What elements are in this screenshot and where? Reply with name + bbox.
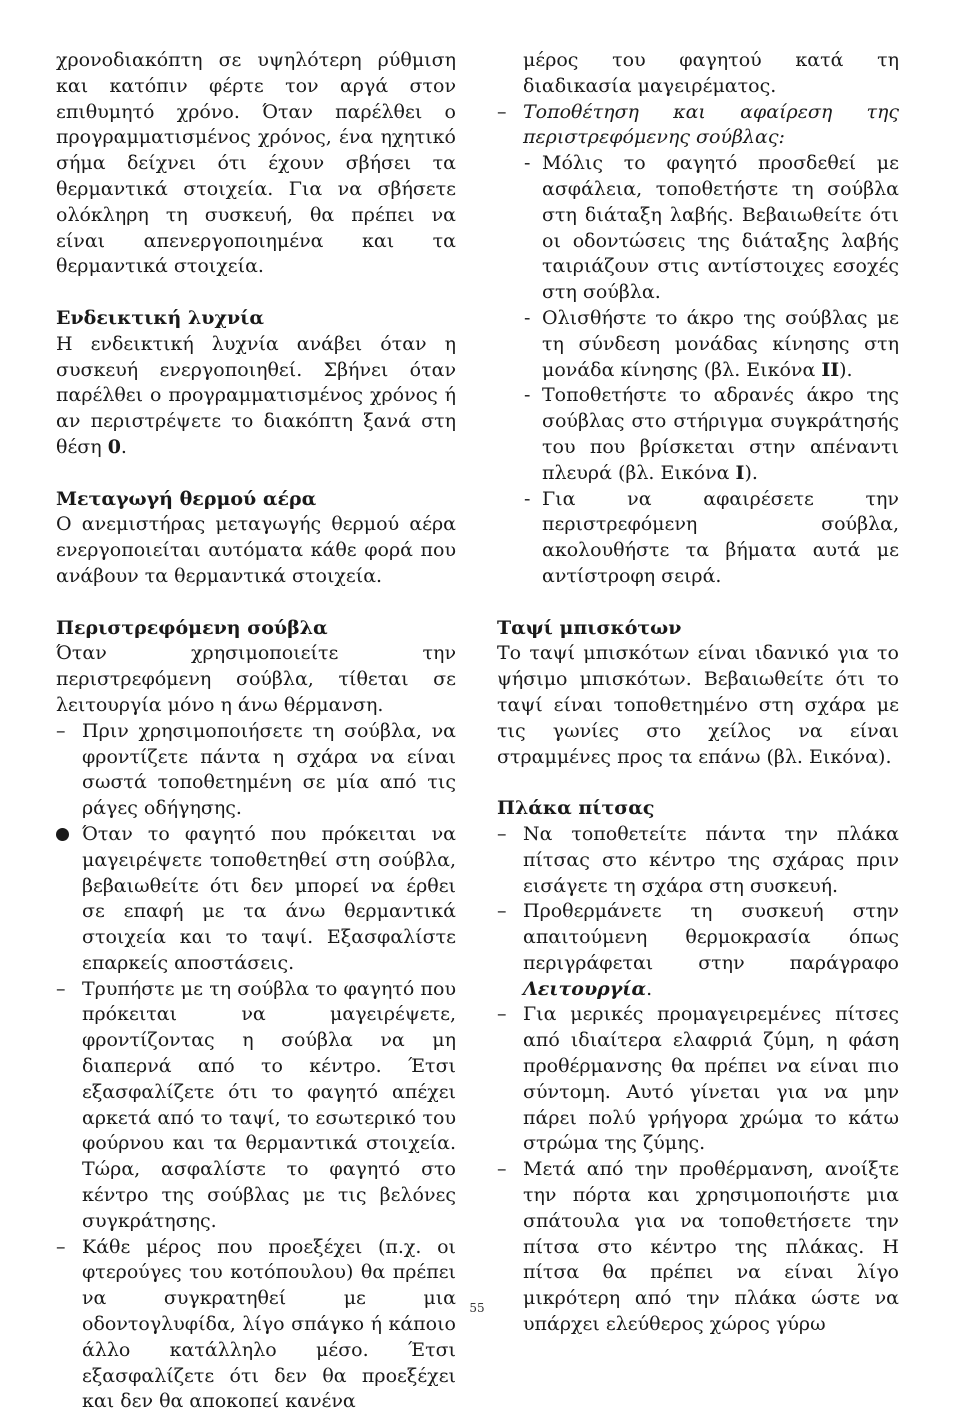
convection-heading: Μεταγωγή θερμού αέρα (56, 487, 317, 510)
dash-marker: – (56, 977, 66, 1000)
bullet-dot-icon (56, 828, 69, 841)
indicator-paragraph: Η ενδεικτική λυχνία ανάβει όταν η συσκευή ενεργοποιηθεί. Σβήνει όταν παρέλθει ο προγραμματισμένος χρόνος ή αν περιστρέψετε το διακόπτη ξανά στη θέση 0. (56, 332, 456, 458)
dash-marker: – (56, 719, 66, 742)
page-number: 55 (469, 1301, 485, 1315)
baking-tray-paragraph: Το ταψί μπισκότων είναι ιδανικό για το ψήσιμο μπισκότων. Βεβαιωθείτε ότι το ταψί είναι τοποθετημένο στη σχάρα με τις γωνίες στο χείλος να είναι στραμμένες προς τα επάνω (βλ. Εικόνα). (497, 642, 899, 768)
baking-tray-heading: Ταψί μπισκότων (497, 616, 682, 639)
list-item: – Να τοποθετείτε πάντα την πλάκα πίτσας στο κέντρο της σχάρας πριν εισάγετε τη σχάρα στη συσκευή. (497, 822, 899, 897)
rotisserie-paragraph: Όταν χρησιμοποιείτε την περιστρεφόμενη σούβλα, τίθεται σε λειτουργία μόνο η άνω θέρμανση. (56, 642, 456, 716)
sub-list-item: - Τοποθετήστε το αδρανές άκρο της σούβλας στο στήριγμα συγκράτησής του που βρίσκεται στην απέναντι πλευρά (βλ. Εικόνα I). (524, 384, 899, 484)
dash-marker: – (497, 900, 507, 923)
pizza-heading: Πλάκα πίτσας (497, 797, 655, 820)
list-item: – Κάθε μέρος που προεξέχει (π.χ. οι φτερούγες του κοτόπουλου) θα πρέπει να συγκρατηθεί με μια οδοντογλυφίδα, λίγο σπάγκο ή κάποιο άλλο κατάλληλο μέσο. Έτσι εξασφαλίζετε ότι δεν θα προεξέχει και δεν θα αποκοπεί κανένα (56, 1235, 456, 1413)
convection-paragraph: Ο ανεμιστήρας μεταγωγής θερμού αέρα ενεργοποιείται αυτόματα κάθε φορά που ανάβουν τα θερμαντικά στοιχεία. (56, 513, 456, 587)
rotisserie-heading: Περιστρεφόμενη σούβλα (56, 616, 328, 639)
sub-list-item: - Ολισθήστε το άκρο της σούβλας με τη σύνδεση μονάδας κίνησης στη μονάδα κίνησης (βλ. Εικόνα II). (524, 306, 899, 381)
dash-marker: – (497, 822, 507, 845)
list-item: – Για μερικές προμαγειρεμένες πίτσες από ιδιαίτερα ελαφριά ζύμη, η φάση προθέρμανσης θα πρέπει να είναι πιο σύντομη. Αυτό γίνεται για να μην πάρει πολύ γρήγορα χρώμα το κάτω στρώμα της ζύμης. (497, 1003, 899, 1155)
dash-marker: – (497, 1003, 507, 1026)
dash-marker: – (56, 1235, 66, 1258)
list-item: – Μετά από την προθέρμανση, ανοίξτε την πόρτα και χρησιμοποιήστε μια σπάτουλα για να τοποθετήσετε την πίτσα στο κέντρο της πλάκας. Η πίτσα θα πρέπει να είναι λίγο μικρότερη από την πλάκα ώστε να υπάρχει ελεύθερος χώρος γύρω (497, 1158, 899, 1336)
placement-heading: Τοποθέτηση και αφαίρεση της περιστρεφόμενης σούβλας: (523, 100, 899, 149)
dash-marker: – (497, 1158, 507, 1181)
sub-list-item: - Για να αφαιρέσετε την περιστρεφόμενη σούβλα, ακολουθήστε τα βήματα αυτά με αντίστροφη σειρά. (524, 487, 899, 587)
continuation-text: μέρος του φαγητού κατά τη διαδικασία μαγειρέματος. (523, 49, 899, 97)
list-item: – Πριν χρησιμοποιήσετε τη σούβλα, να φροντίζετε πάντα η σχάρα να είναι σωστά τοποθετημένη σε μία από τις ράγες οδήγησης. (56, 719, 456, 820)
indicator-heading: Ενδεικτική λυχνία (56, 306, 264, 329)
right-column (497, 48, 899, 1338)
list-item: – Τρυπήστε με τη σούβλα το φαγητό που πρόκειται να μαγειρέψετε, φροντίζοντας η σούβλα να μη διαπερνά από το κέντρο. Έτσι εξασφαλίζετε ότι το φαγητό απέχει αρκετά από το ταψί, το εσωτερικό του φούρνου και τα θερμαντικά στοιχεία. Τώρα, ασφαλίστε το φαγητό στο κέντρο της σούβλας με τις βελόνες συγκράτησης. (56, 977, 456, 1232)
list-item: – Προθερμάνετε τη συσκευή στην απαιτούμενη θερμοκρασία όπως περιγράφεται στην παράγραφο Λειτουργία. (497, 900, 899, 1000)
left-column (56, 48, 456, 1415)
placement-heading-item (497, 100, 899, 152)
sub-list-item: - Μόλις το φαγητό προσδεθεί με ασφάλεια, τοποθετήστε τη σούβλα στη διάταξη λαβής. Βεβαιωθείτε ότι οι οδοντώσεις της διάταξης λαβής ταιριάζουν στις αντίστοιχες εσοχές στη σούβλα. (524, 152, 899, 304)
intro-paragraph: χρονοδιακόπτη σε υψηλότερη ρύθμιση και κατόπιν φέρτε τον αργά στον επιθυμητό χρόνο. Όταν παρέλθει ο προγραμματισμένος χρόνος, ένα ηχητικό σήμα δείχνει ότι έχουν σβήσει τα θερμαντικά στοιχεία. Για να σβήσετε ολόκληρη τη συσκευή, θα πρέπει να είναι απενεργοποιημένα και τα θερμαντικά στοιχεία. (56, 49, 456, 278)
list-item-warning: Όταν το φαγητό που πρόκειται να μαγειρέψετε τοποθετηθεί στη σούβλα, βεβαιωθείτε ότι δεν μπορεί να έρθει σε επαφή με τα άνω θερμαντικά στοιχεία και το ταψί. Εξασφαλίστε επαρκείς αποστάσεις. (56, 822, 456, 977)
dash-marker: – (497, 100, 507, 123)
